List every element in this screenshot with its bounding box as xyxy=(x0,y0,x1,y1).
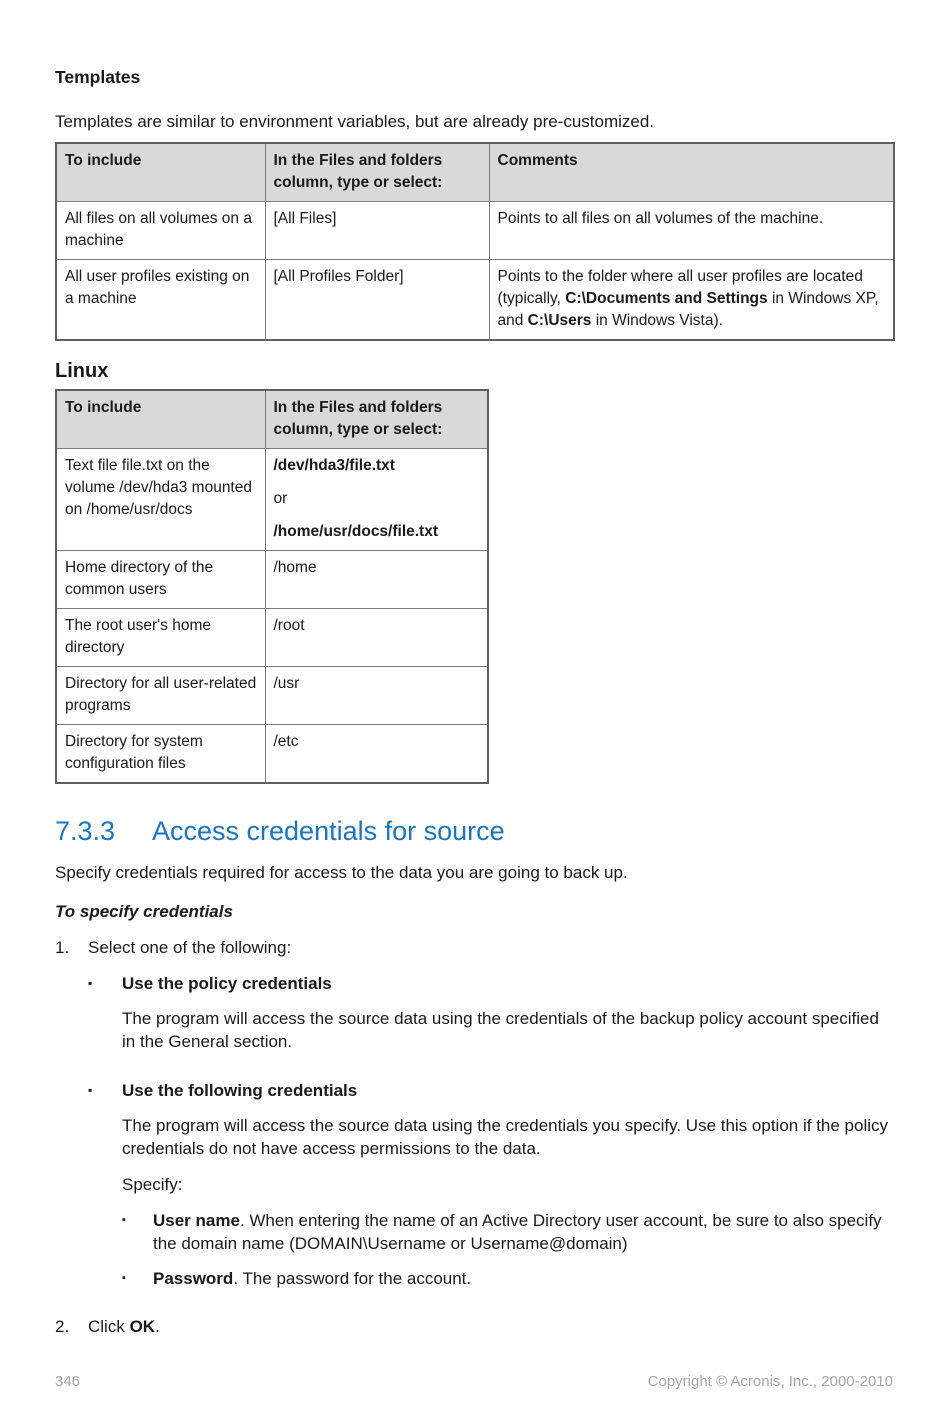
numbered-step xyxy=(55,1315,893,1338)
table-row xyxy=(56,667,488,725)
page-number: 346 xyxy=(55,1373,81,1390)
header-cell-type-or-select: In the Files and folders column, type or select: xyxy=(265,143,489,202)
cell-include: Directory for all user-related programs xyxy=(56,667,265,725)
templates-heading: Templates xyxy=(55,67,141,87)
cell-include: Text file file.txt on the volume /dev/hda3 mounted on /home/usr/docs xyxy=(56,449,265,551)
linux-heading: Linux xyxy=(55,360,109,382)
path-value: /dev/hda3/file.txt xyxy=(273,457,395,474)
templates-intro: Templates are similar to environment variables, but are already pre-customized. xyxy=(55,112,655,131)
bullet-square-icon: ▪ xyxy=(88,976,93,990)
cell-comment: Points to all files on all volumes of the machine. xyxy=(489,202,894,260)
option-title: Use the following credentials xyxy=(122,1081,358,1100)
header-cell-to-include: To include xyxy=(56,390,265,449)
cell-template-value: /etc xyxy=(265,725,488,784)
cell-template-value xyxy=(265,449,488,551)
table-row xyxy=(56,609,488,667)
table-row xyxy=(56,551,488,609)
procedure-heading: To specify credentials xyxy=(55,902,233,921)
cell-comment: Points to the folder where all user profiles are located (typically, C:\Documents and Settings in Windows XP, and C:\Users in Windows Vista). xyxy=(489,260,894,341)
cell-include: Home directory of the common users xyxy=(56,551,265,609)
option-description: The program will access the source data using the credentials you specify. Use this option if the policy credentials do not have access permissions to the data. xyxy=(122,1116,889,1158)
section-number: 7.3.3 xyxy=(55,816,116,846)
table-header-row xyxy=(56,143,894,202)
linux-templates-table xyxy=(55,389,489,784)
option-title: Use the policy credentials xyxy=(122,974,332,993)
bullet-square-icon: ▪ xyxy=(88,1083,93,1097)
step-text: Click OK. xyxy=(88,1317,160,1336)
table-row xyxy=(56,449,488,551)
header-cell-to-include: To include xyxy=(56,143,265,202)
step-text: Select one of the following: xyxy=(88,938,292,957)
step-number: 2. xyxy=(55,1317,70,1336)
field-description: User name. When entering the name of an Active Directory user account, be sure to also specify the domain name (DOMAIN\Username or Username@domain) xyxy=(153,1211,882,1253)
bullet-square-icon: ▪ xyxy=(122,1214,126,1226)
header-cell-type-or-select: In the Files and folders column, type or select: xyxy=(265,390,488,449)
path-value: /home/usr/docs/file.txt xyxy=(273,523,439,540)
cell-include: All files on all volumes on a machine xyxy=(56,202,265,260)
field-description: Password. The password for the account. xyxy=(153,1269,472,1288)
cell-template-value: [All Files] xyxy=(265,202,489,260)
cell-template-value: /home xyxy=(265,551,488,609)
option-description: The program will access the source data using the credentials of the backup policy account specified in the General section. xyxy=(122,1009,879,1051)
list-item xyxy=(55,972,893,1066)
list-item xyxy=(55,1079,893,1302)
list-item xyxy=(122,1267,893,1290)
cell-template-value: /root xyxy=(265,609,488,667)
bullet-square-icon: ▪ xyxy=(122,1272,126,1284)
windows-templates-table xyxy=(55,142,895,341)
numbered-step xyxy=(55,936,893,959)
section-heading xyxy=(55,814,893,848)
copyright-text: Copyright © Acronis, Inc., 2000-2010 xyxy=(647,1373,893,1390)
list-item xyxy=(122,1209,893,1255)
table-row xyxy=(56,725,488,784)
table-header-row xyxy=(56,390,488,449)
section-title: Access credentials for source xyxy=(152,816,505,846)
table-row xyxy=(56,202,894,260)
section-intro: Specify credentials required for access to the data you are going to back up. xyxy=(55,863,628,882)
cell-template-value: /usr xyxy=(265,667,488,725)
page-footer xyxy=(55,1372,893,1392)
specify-label: Specify: xyxy=(122,1175,183,1194)
cell-include: The root user's home directory xyxy=(56,609,265,667)
cell-include: All user profiles existing on a machine xyxy=(56,260,265,341)
or-conjunction: or xyxy=(273,490,288,507)
header-cell-comments: Comments xyxy=(489,143,894,202)
step-number: 1. xyxy=(55,938,70,957)
cell-include: Directory for system configuration files xyxy=(56,725,265,784)
table-row xyxy=(56,260,894,341)
cell-template-value: [All Profiles Folder] xyxy=(265,260,489,341)
